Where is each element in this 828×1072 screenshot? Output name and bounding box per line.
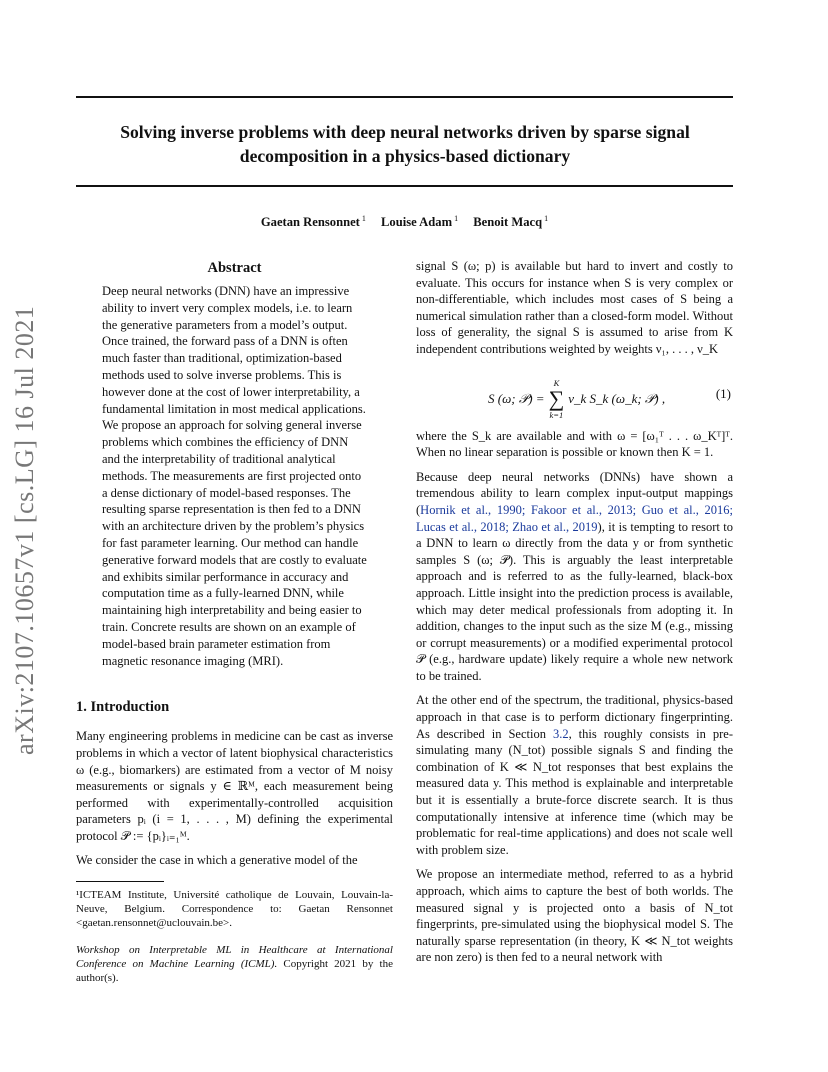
author-3 [473,215,548,229]
workshop-notice [76,943,393,986]
equation-1 [416,370,733,418]
author-affiliation: 1 [454,214,459,223]
right-paragraph-4 [416,692,733,858]
copyright-text: Copyright 2021 by the author(s). [76,957,393,985]
section-link[interactable]: 3.2 [552,726,569,741]
abstract-heading: Abstract [207,260,262,276]
paragraph-text: , this roughly consists in pre-simulating many (N_tot) possible signals S and finding the combination of K ≪ N_tot responses that best explains the measured data y. This method is explainable and interpretable but it is essentially a brute-force discrete search. It is thus computationally intensive at inference time (which may be problematic for real-time applications) and does not scale well with problem size. [416,726,733,857]
title-line-2: decomposition in a physics-based dictionary [239,146,571,166]
sum-lower-limit: k=1 [549,409,564,420]
title-line-1: Solving inverse problems with deep neural networks driven by sparse signal [120,122,690,142]
affiliation-footnote: ¹ICTEAM Institute, Université catholique de Louvain, Louvain-la-Neuve, Belgium. Correspondence to: Gaetan Rensonnet <gaetan.rensonnet@uclouvain.be>. [76,889,393,930]
workshop-venue: Workshop on Interpretable ML in Healthcare at International Conference on Machine Learning (ICML). [76,943,393,970]
paragraph-text: ), it is tempting to resort to a DNN to learn ω directly from the data y or from synthetic samples S (ω; 𝒫). This is arguably the least interpretable approach and is referred to as the fully-learned, black-box approach. Little insight into the prediction process is available, which may deter medical professionals from adopting it. In addition, changes to the input such as the size M (e.g., missing or corrupt measurements) or a modified experimental protocol 𝒫 (e.g., hardware update) likely require a whole new network to be trained. [416,519,733,683]
author-affiliation: 1 [361,214,366,223]
paragraph-text: At the other end of the spectrum, the traditional, physics-based approach in that case is to perform dictionary fingerprinting. As described in Section [416,693,733,741]
author-1 [261,215,366,229]
right-paragraph-1: signal S (ω; p) is available but hard to invert and costly to evaluate. This occurs for instance when S is very complex or non-differentiable, which includes most cases of S being a numerical simulation rather than a closed-form model. Without loss of generality, the signal S is assumed to arise from K independent contributions weighted by weights ν₁, . . . , ν_K [416,259,733,356]
footnote-divider [76,881,164,882]
abstract-text: Deep neural networks (DNN) have an impressive ability to invert very complex models, i.e. to learn the generative parameters from a model’s output. Once trained, the forward pass of a DNN is often much faster than traditional, optimization-based methods used to solve inverse problems. This is however done at the cost of lower interpretability, a fundamental limitation in most medical applications. We propose an approach for solving general inverse problems which combines the efficiency of DNN and the interpretability of traditional analytical methods. The measurements are first projected onto a dense dictionary of model-based responses. The resulting sparse representation is then fed to a DNN with an architecture driven by the problem’s physics for fast parameter learning. Our method can handle generative forward models that are costly to evaluate and exhibits similar performance in accuracy and computation time as a fully-learned DNN, while maintaining high interpretability and being easier to train. Concrete results are shown on an example of model-based brain parameter estimation from magnetic resonance imaging (MRI). [102,284,367,668]
title-rule-top [76,96,733,98]
author-name: Louise Adam [381,215,453,230]
paragraph-text: Because deep neural networks (DNNs) have shown a tremendous ability to learn complex input-output mappings ( [416,469,733,517]
author-affiliation: 1 [544,214,549,223]
title-rule-bottom [76,185,733,187]
right-paragraph-5: We propose an intermediate method, referred to as a hybrid approach, which aims to capture the best of both worlds. The measured signal y is projected onto a basis of N_tot fingerprints, pre-simulated using the biophysical model S. The naturally sparse representation (in theory, K ≪ N_tot weights are non zero) is then fed to a neural network with [416,867,733,965]
intro-paragraph-1: Many engineering problems in medicine can be cast as inverse problems in which a vector of latent biophysical characteristics ω (e.g., biomarkers) are estimated from a vector of M noisy measurements or signals y ∈ ℝᴹ, each measurement being performed with experimentally-controlled acquisition parameters pᵢ (i = 1, . . . , M) defining the experimental protocol 𝒫 := {pᵢ}ᵢ₌₁ᴹ. [76,729,393,843]
summation-symbol: K ∑ k=1 [548,377,565,420]
author-2 [381,215,458,229]
sum-upper-limit: K [553,377,560,388]
right-paragraph-2: where the S_k are available and with ω = [ω₁ᵀ . . . ω_Kᵀ]ᵀ. When no linear separation is possible or known then K = 1. [416,428,733,460]
equation-number: (1) [715,385,731,401]
right-paragraph-3 [416,469,733,685]
author-list [76,214,733,230]
author-name: Benoit Macq [473,215,543,230]
intro-paragraph-2: We consider the case in which a generative model of the [76,853,358,868]
right-column [416,258,733,974]
equation-lhs: S (ω; 𝒫) = [488,390,545,406]
author-name: Gaetan Rensonnet [260,215,360,230]
equation-rhs: ν_k S_k (ω_k; 𝒫) , [568,390,666,406]
left-column [76,258,393,985]
citation-links[interactable]: Hornik et al., 1990; Fakoor et al., 2013; Guo et al., 2016; Lucas et al., 2018; Zhao et al., 2019 [416,502,733,534]
arxiv-identifier: arXiv:2107.10657v1 [cs.LG] 16 Jul 2021 [10,305,39,755]
paper-title [80,120,730,168]
section-heading-introduction: 1. Introduction [76,699,170,716]
